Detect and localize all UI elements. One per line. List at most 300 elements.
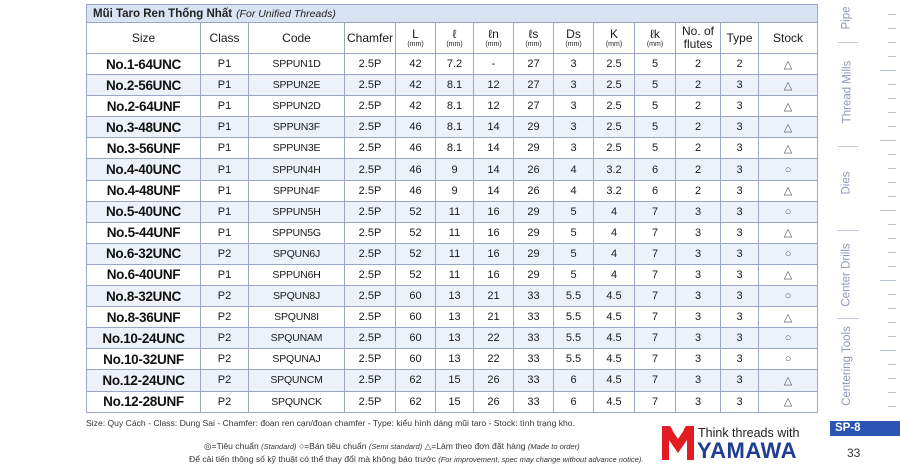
cell-ls: 27 bbox=[514, 75, 554, 96]
cell-ls: 33 bbox=[514, 328, 554, 349]
cell-stock: △ bbox=[759, 264, 818, 285]
cell-lk: 7 bbox=[635, 328, 676, 349]
cell-l: 60 bbox=[396, 307, 436, 328]
cell-k: 4.5 bbox=[594, 286, 635, 307]
table-row bbox=[87, 138, 818, 159]
cell-lk: 7 bbox=[635, 264, 676, 285]
cell-lk: 5 bbox=[635, 96, 676, 117]
header-l-total-label: L bbox=[412, 27, 419, 42]
nav-tab-dies-label: Dies bbox=[840, 171, 853, 195]
header-ln bbox=[474, 23, 514, 54]
cell-chamfer: 2.5P bbox=[345, 243, 396, 264]
cell-size: No.3-48UNC bbox=[87, 117, 201, 138]
cell-type: 3 bbox=[721, 370, 759, 391]
cell-l: 13 bbox=[436, 286, 474, 307]
nav-tab-dies[interactable] bbox=[832, 150, 862, 216]
cell-code: SPQUN6J bbox=[249, 243, 345, 264]
nav-tick bbox=[888, 112, 896, 113]
cell-class: P1 bbox=[201, 159, 249, 180]
cell-k: 2.5 bbox=[594, 75, 635, 96]
cell-l: 13 bbox=[436, 307, 474, 328]
cell-type: 3 bbox=[721, 117, 759, 138]
header-flutes-line1: No. of bbox=[681, 24, 714, 39]
logo-tagline: Think threads with bbox=[698, 426, 800, 440]
nav-tab-pipe[interactable] bbox=[832, 0, 862, 36]
table-row bbox=[87, 349, 818, 370]
nav-tick bbox=[888, 406, 896, 407]
cell-ls: 29 bbox=[514, 243, 554, 264]
cell-l: 11 bbox=[436, 222, 474, 243]
cell-l: 46 bbox=[396, 117, 436, 138]
cell-type: 3 bbox=[721, 201, 759, 222]
cell-ls: 33 bbox=[514, 391, 554, 412]
cell-type: 3 bbox=[721, 96, 759, 117]
cell-chamfer: 2.5P bbox=[345, 349, 396, 370]
cell-k: 2.5 bbox=[594, 138, 635, 159]
cell-flutes: 2 bbox=[676, 180, 721, 201]
nav-tick bbox=[888, 98, 896, 99]
cell-class: P2 bbox=[201, 349, 249, 370]
nav-tab-center-drills[interactable] bbox=[832, 234, 862, 316]
cell-chamfer: 2.5P bbox=[345, 370, 396, 391]
nav-tick bbox=[880, 210, 896, 211]
table-subtitle: (For Unified Threads) bbox=[236, 7, 336, 20]
cell-code: SPQUNCM bbox=[249, 370, 345, 391]
cell-chamfer: 2.5P bbox=[345, 222, 396, 243]
cell-l: 15 bbox=[436, 370, 474, 391]
cell-l: 8.1 bbox=[436, 96, 474, 117]
header-unit: (mm) bbox=[525, 40, 542, 48]
cell-class: P1 bbox=[201, 96, 249, 117]
nav-tick bbox=[888, 252, 896, 253]
cell-code: SPQUNAJ bbox=[249, 349, 345, 370]
nav-tick bbox=[888, 266, 896, 267]
cell-code: SPQUNAM bbox=[249, 328, 345, 349]
nav-tab-centering-tools[interactable] bbox=[832, 322, 862, 410]
header-k-label: K bbox=[609, 27, 618, 42]
cell-l: 60 bbox=[396, 349, 436, 370]
cell-ln: 14 bbox=[474, 180, 514, 201]
cell-ds: 6 bbox=[554, 391, 594, 412]
cell-ds: 4 bbox=[554, 180, 594, 201]
cell-ls: 27 bbox=[514, 54, 554, 75]
table-row bbox=[87, 159, 818, 180]
cell-lk: 5 bbox=[635, 75, 676, 96]
nav-tick bbox=[880, 280, 896, 281]
nav-tick bbox=[888, 182, 896, 183]
header-unit: (mm) bbox=[446, 40, 463, 48]
cell-flutes: 2 bbox=[676, 96, 721, 117]
cell-k: 4.5 bbox=[594, 370, 635, 391]
cell-chamfer: 2.5P bbox=[345, 201, 396, 222]
cell-stock: △ bbox=[759, 222, 818, 243]
cell-code: SPPUN4H bbox=[249, 159, 345, 180]
cell-lk: 7 bbox=[635, 370, 676, 391]
yamawa-mark-icon bbox=[662, 426, 694, 460]
cell-ln: 14 bbox=[474, 117, 514, 138]
header-chamfer: Chamfer bbox=[345, 23, 396, 54]
cell-size: No.1-64UNC bbox=[87, 54, 201, 75]
cell-size: No.6-32UNC bbox=[87, 243, 201, 264]
nav-tick bbox=[888, 154, 896, 155]
header-unit: (mm) bbox=[565, 40, 582, 48]
cell-l: 15 bbox=[436, 391, 474, 412]
cell-ds: 5 bbox=[554, 264, 594, 285]
cell-l: 42 bbox=[396, 54, 436, 75]
cell-lk: 7 bbox=[635, 391, 676, 412]
cell-class: P2 bbox=[201, 307, 249, 328]
table-row bbox=[87, 286, 818, 307]
cell-l: 9 bbox=[436, 180, 474, 201]
cell-ds: 3 bbox=[554, 54, 594, 75]
nav-tick bbox=[888, 14, 896, 15]
nav-tick bbox=[888, 196, 896, 197]
cell-ls: 29 bbox=[514, 264, 554, 285]
cell-ls: 27 bbox=[514, 96, 554, 117]
cell-chamfer: 2.5P bbox=[345, 159, 396, 180]
header-l-thread-label: ℓ bbox=[452, 27, 457, 42]
nav-tick bbox=[880, 140, 896, 141]
header-stock: Stock bbox=[759, 23, 818, 54]
page-number: 33 bbox=[847, 446, 861, 460]
cell-chamfer: 2.5P bbox=[345, 328, 396, 349]
table-title-text: Mũi Taro Ren Thống Nhất bbox=[93, 7, 233, 20]
notice-en: (For improvement, spec may change without advance notice). bbox=[438, 455, 644, 464]
header-l-thread bbox=[436, 23, 474, 54]
cell-size: No.5-44UNF bbox=[87, 222, 201, 243]
cell-size: No.2-56UNC bbox=[87, 75, 201, 96]
nav-tab-thread-mills[interactable] bbox=[832, 44, 862, 140]
cell-ds: 5.5 bbox=[554, 286, 594, 307]
yamawa-logo bbox=[662, 423, 812, 463]
header-unit: (mm) bbox=[646, 40, 664, 48]
cell-type: 3 bbox=[721, 349, 759, 370]
cell-chamfer: 2.5P bbox=[345, 138, 396, 159]
table-title bbox=[87, 5, 818, 23]
cell-class: P2 bbox=[201, 370, 249, 391]
nav-tick bbox=[888, 56, 896, 57]
header-flutes-line2: flutes bbox=[683, 37, 713, 51]
nav-tick bbox=[880, 70, 896, 71]
cell-ls: 29 bbox=[514, 117, 554, 138]
nav-tick bbox=[888, 126, 896, 127]
cell-ls: 29 bbox=[514, 138, 554, 159]
cell-stock: △ bbox=[759, 391, 818, 412]
cell-l: 8.1 bbox=[436, 117, 474, 138]
cell-class: P1 bbox=[201, 138, 249, 159]
cell-type: 2 bbox=[721, 54, 759, 75]
cell-ln: 21 bbox=[474, 307, 514, 328]
cell-l: 52 bbox=[396, 243, 436, 264]
nav-tick bbox=[888, 364, 896, 365]
cell-type: 3 bbox=[721, 222, 759, 243]
nav-tab-pipe-label: Pipe bbox=[841, 6, 853, 30]
cell-ds: 5.5 bbox=[554, 349, 594, 370]
nav-tab-thread-mills-label: Thread Mills bbox=[841, 60, 854, 124]
legend-order: △=Làm theo đơn đặt hàng bbox=[424, 441, 526, 451]
cell-k: 4 bbox=[594, 222, 635, 243]
cell-flutes: 3 bbox=[676, 391, 721, 412]
cell-k: 2.5 bbox=[594, 54, 635, 75]
cell-class: P1 bbox=[201, 222, 249, 243]
table-row bbox=[87, 328, 818, 349]
cell-chamfer: 2.5P bbox=[345, 307, 396, 328]
cell-ln: 16 bbox=[474, 264, 514, 285]
cell-class: P2 bbox=[201, 391, 249, 412]
cell-k: 4 bbox=[594, 201, 635, 222]
cell-ln: 12 bbox=[474, 75, 514, 96]
cell-l: 60 bbox=[396, 328, 436, 349]
nav-tab-center-drills-label: Center Drills bbox=[841, 243, 854, 307]
cell-lk: 7 bbox=[635, 349, 676, 370]
cell-ln: 26 bbox=[474, 370, 514, 391]
cell-ds: 3 bbox=[554, 96, 594, 117]
cell-lk: 7 bbox=[635, 243, 676, 264]
cell-type: 3 bbox=[721, 159, 759, 180]
legend-semi: ○=Bán tiêu chuẩn bbox=[298, 441, 367, 451]
cell-code: SPPUN3F bbox=[249, 117, 345, 138]
nav-tick bbox=[888, 42, 896, 43]
cell-k: 2.5 bbox=[594, 96, 635, 117]
cell-l: 7.2 bbox=[436, 54, 474, 75]
cell-l: 52 bbox=[396, 264, 436, 285]
cell-size: No.8-32UNC bbox=[87, 286, 201, 307]
cell-ln: 16 bbox=[474, 243, 514, 264]
side-category-nav bbox=[832, 0, 900, 420]
cell-l: 46 bbox=[396, 138, 436, 159]
cell-flutes: 3 bbox=[676, 307, 721, 328]
cell-ds: 3 bbox=[554, 138, 594, 159]
table-row bbox=[87, 307, 818, 328]
nav-separator bbox=[838, 318, 858, 319]
cell-stock: △ bbox=[759, 96, 818, 117]
cell-k: 4.5 bbox=[594, 349, 635, 370]
cell-k: 4 bbox=[594, 264, 635, 285]
cell-code: SPQUNCK bbox=[249, 391, 345, 412]
spec-notice bbox=[189, 454, 643, 464]
cell-ls: 29 bbox=[514, 222, 554, 243]
header-class: Class bbox=[201, 23, 249, 54]
cell-stock: ○ bbox=[759, 328, 818, 349]
cell-l: 60 bbox=[396, 286, 436, 307]
cell-lk: 7 bbox=[635, 307, 676, 328]
cell-lk: 7 bbox=[635, 201, 676, 222]
cell-type: 3 bbox=[721, 75, 759, 96]
cell-class: P1 bbox=[201, 180, 249, 201]
cell-code: SPPUN6H bbox=[249, 264, 345, 285]
cell-stock: △ bbox=[759, 75, 818, 96]
cell-flutes: 3 bbox=[676, 286, 721, 307]
cell-class: P1 bbox=[201, 54, 249, 75]
nav-tick bbox=[888, 238, 896, 239]
cell-ls: 26 bbox=[514, 159, 554, 180]
cell-class: P2 bbox=[201, 286, 249, 307]
cell-flutes: 2 bbox=[676, 117, 721, 138]
nav-tick bbox=[888, 392, 896, 393]
cell-l: 11 bbox=[436, 264, 474, 285]
nav-tick bbox=[888, 28, 896, 29]
table-row bbox=[87, 391, 818, 412]
table-row bbox=[87, 117, 818, 138]
cell-type: 3 bbox=[721, 180, 759, 201]
nav-ticks bbox=[866, 0, 896, 420]
header-lk bbox=[635, 23, 676, 54]
header-lk-label: ℓk bbox=[650, 27, 660, 42]
cell-flutes: 3 bbox=[676, 264, 721, 285]
cell-l: 62 bbox=[396, 370, 436, 391]
cell-class: P1 bbox=[201, 201, 249, 222]
cell-ln: 22 bbox=[474, 349, 514, 370]
cell-type: 3 bbox=[721, 328, 759, 349]
cell-size: No.3-56UNF bbox=[87, 138, 201, 159]
header-code: Code bbox=[249, 23, 345, 54]
cell-ln: 14 bbox=[474, 138, 514, 159]
cell-ls: 26 bbox=[514, 180, 554, 201]
cell-k: 2.5 bbox=[594, 117, 635, 138]
header-ln-label: ℓn bbox=[488, 27, 499, 42]
legend-order-en: (Made to order) bbox=[527, 442, 580, 451]
cell-ls: 33 bbox=[514, 370, 554, 391]
cell-l: 11 bbox=[436, 201, 474, 222]
cell-code: SPPUN2E bbox=[249, 75, 345, 96]
table-row bbox=[87, 180, 818, 201]
cell-flutes: 3 bbox=[676, 243, 721, 264]
cell-chamfer: 2.5P bbox=[345, 96, 396, 117]
cell-l: 42 bbox=[396, 96, 436, 117]
cell-k: 4.5 bbox=[594, 307, 635, 328]
nav-separator bbox=[838, 230, 858, 231]
cell-l: 52 bbox=[396, 222, 436, 243]
legend-semi-en: (Semi standard) bbox=[368, 442, 423, 451]
nav-tick bbox=[888, 224, 896, 225]
table-title-row bbox=[87, 5, 818, 23]
nav-separator bbox=[838, 146, 858, 147]
cell-l: 42 bbox=[396, 75, 436, 96]
cell-code: SPPUN3E bbox=[249, 138, 345, 159]
cell-lk: 5 bbox=[635, 117, 676, 138]
stock-legend bbox=[204, 441, 580, 452]
cell-ln: - bbox=[474, 54, 514, 75]
cell-stock: ○ bbox=[759, 201, 818, 222]
product-table bbox=[86, 4, 818, 413]
cell-ln: 14 bbox=[474, 159, 514, 180]
cell-k: 4.5 bbox=[594, 391, 635, 412]
nav-tab-centering-tools-label: Centering Tools bbox=[841, 326, 854, 406]
notice-vi: Để cải tiến thông số kỹ thuật có thể thay đổi mà không báo trước bbox=[189, 454, 436, 464]
cell-flutes: 2 bbox=[676, 159, 721, 180]
nav-tick bbox=[888, 168, 896, 169]
cell-size: No.4-48UNF bbox=[87, 180, 201, 201]
cell-lk: 7 bbox=[635, 286, 676, 307]
cell-ln: 26 bbox=[474, 391, 514, 412]
cell-l: 9 bbox=[436, 159, 474, 180]
cell-ds: 3 bbox=[554, 117, 594, 138]
header-l-total bbox=[396, 23, 436, 54]
table-row bbox=[87, 75, 818, 96]
cell-stock: △ bbox=[759, 117, 818, 138]
cell-ln: 16 bbox=[474, 222, 514, 243]
cell-type: 3 bbox=[721, 307, 759, 328]
cell-l: 46 bbox=[396, 180, 436, 201]
cell-stock: △ bbox=[759, 180, 818, 201]
header-ls bbox=[514, 23, 554, 54]
cell-chamfer: 2.5P bbox=[345, 264, 396, 285]
cell-lk: 5 bbox=[635, 54, 676, 75]
cell-flutes: 3 bbox=[676, 201, 721, 222]
nav-separator bbox=[838, 42, 858, 43]
cell-code: SPPUN5H bbox=[249, 201, 345, 222]
cell-ds: 3 bbox=[554, 75, 594, 96]
header-unit: (mm) bbox=[605, 40, 623, 48]
cell-k: 4.5 bbox=[594, 328, 635, 349]
header-size: Size bbox=[87, 23, 201, 54]
cell-l: 8.1 bbox=[436, 138, 474, 159]
nav-tick bbox=[888, 308, 896, 309]
cell-type: 3 bbox=[721, 286, 759, 307]
cell-flutes: 2 bbox=[676, 75, 721, 96]
nav-tick bbox=[888, 322, 896, 323]
header-ds-label: Ds bbox=[566, 27, 581, 42]
cell-flutes: 3 bbox=[676, 370, 721, 391]
logo-brand-name: YAMAWA bbox=[697, 438, 797, 463]
cell-l: 8.1 bbox=[436, 75, 474, 96]
cell-l: 62 bbox=[396, 391, 436, 412]
cell-ls: 33 bbox=[514, 349, 554, 370]
cell-ln: 16 bbox=[474, 201, 514, 222]
cell-size: No.10-24UNC bbox=[87, 328, 201, 349]
cell-ds: 4 bbox=[554, 159, 594, 180]
cell-chamfer: 2.5P bbox=[345, 117, 396, 138]
cell-l: 13 bbox=[436, 328, 474, 349]
cell-ds: 5.5 bbox=[554, 328, 594, 349]
table-row bbox=[87, 222, 818, 243]
header-ds bbox=[554, 23, 594, 54]
table-row bbox=[87, 96, 818, 117]
cell-class: P1 bbox=[201, 264, 249, 285]
cell-type: 3 bbox=[721, 243, 759, 264]
cell-chamfer: 2.5P bbox=[345, 286, 396, 307]
table-row bbox=[87, 54, 818, 75]
cell-class: P1 bbox=[201, 117, 249, 138]
product-table-container bbox=[86, 4, 817, 413]
cell-ls: 33 bbox=[514, 286, 554, 307]
cell-code: SPPUN2D bbox=[249, 96, 345, 117]
cell-stock: △ bbox=[759, 138, 818, 159]
cell-code: SPPUN4F bbox=[249, 180, 345, 201]
cell-k: 3.2 bbox=[594, 180, 635, 201]
cell-type: 3 bbox=[721, 264, 759, 285]
cell-class: P2 bbox=[201, 328, 249, 349]
header-type: Type bbox=[721, 23, 759, 54]
cell-chamfer: 2.5P bbox=[345, 391, 396, 412]
cell-flutes: 3 bbox=[676, 349, 721, 370]
cell-stock: ○ bbox=[759, 243, 818, 264]
header-ls-label: ℓs bbox=[528, 27, 539, 42]
cell-stock: △ bbox=[759, 370, 818, 391]
nav-tick bbox=[880, 350, 896, 351]
cell-code: SPQUN8I bbox=[249, 307, 345, 328]
cell-flutes: 3 bbox=[676, 328, 721, 349]
cell-type: 3 bbox=[721, 138, 759, 159]
table-row bbox=[87, 201, 818, 222]
cell-size: No.10-32UNF bbox=[87, 349, 201, 370]
cell-code: SPPUN1D bbox=[249, 54, 345, 75]
cell-ln: 22 bbox=[474, 328, 514, 349]
table-row bbox=[87, 370, 818, 391]
cell-l: 13 bbox=[436, 349, 474, 370]
cell-stock: ○ bbox=[759, 159, 818, 180]
cell-lk: 5 bbox=[635, 138, 676, 159]
